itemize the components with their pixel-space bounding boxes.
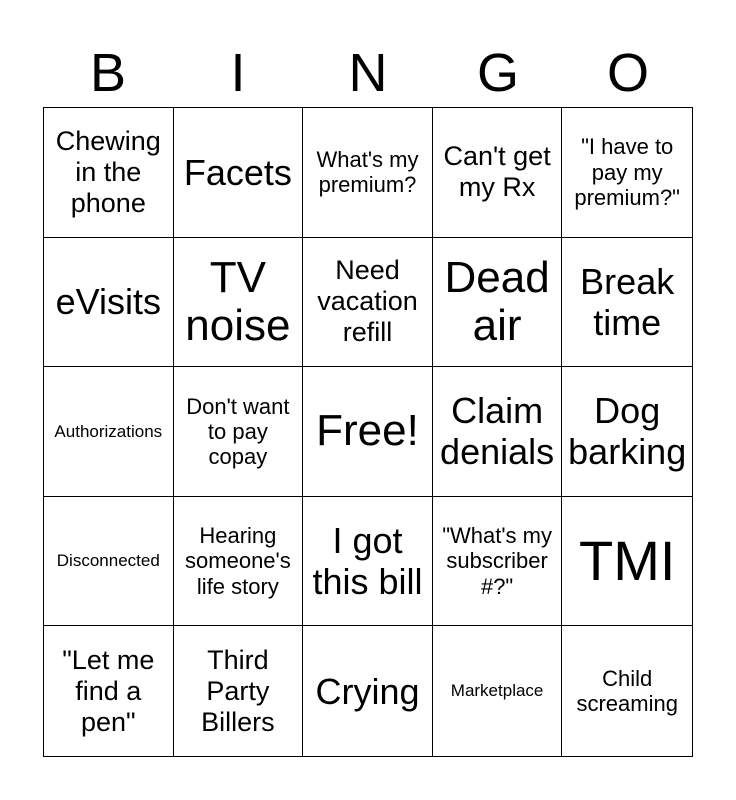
cell-label: Don't want to pay copay <box>186 393 290 470</box>
bingo-board <box>43 107 693 757</box>
cell-label: Break time <box>580 260 675 343</box>
cell-label: Dead air <box>444 252 550 350</box>
bingo-cell-r5-c2[interactable] <box>174 626 304 756</box>
cell-label: "Let me find a pen" <box>62 644 155 737</box>
bingo-cell-r4-c5[interactable] <box>562 497 692 627</box>
bingo-cell-r4-c2[interactable] <box>174 497 304 627</box>
header-letter-b: B <box>89 43 127 103</box>
cell-label: Claim denials <box>440 390 555 473</box>
header-letter-g: G <box>476 43 519 103</box>
bingo-cell-r5-c1[interactable] <box>44 626 174 756</box>
bingo-cell-r3-c2[interactable] <box>174 367 304 497</box>
bingo-cell-r4-c3[interactable] <box>303 497 433 627</box>
bingo-cell-r4-c1[interactable] <box>44 497 174 627</box>
header-letter-i: I <box>230 43 246 103</box>
bingo-cell-r2-c3[interactable] <box>303 238 433 368</box>
cell-label: What's my premium? <box>316 147 419 198</box>
bingo-cell-r5-c5[interactable] <box>562 626 692 756</box>
cell-label: Hearing someone's life story <box>185 523 291 599</box>
bingo-cell-r5-c4[interactable] <box>433 626 563 756</box>
cell-label: Child screaming <box>576 665 678 717</box>
cell-label: Disconnected <box>56 551 160 571</box>
bingo-cell-r3-c3-free[interactable] <box>303 367 433 497</box>
cell-label: Marketplace <box>450 681 544 701</box>
cell-label: TV noise <box>185 252 291 350</box>
cell-label: Third Party Billers <box>201 644 275 737</box>
header-letter-o: O <box>606 43 649 103</box>
cell-label: "I have to pay my premium?" <box>574 134 680 210</box>
bingo-cell-r2-c2[interactable] <box>174 238 304 368</box>
bingo-cell-r2-c5[interactable] <box>562 238 692 368</box>
bingo-cell-r1-c5[interactable] <box>562 108 692 238</box>
cell-label: Dog barking <box>568 390 687 473</box>
cell-label: TMI <box>578 528 676 592</box>
cell-label: Chewing in the phone <box>55 125 161 218</box>
bingo-cell-r2-c1[interactable] <box>44 238 174 368</box>
free-space-label: Free! <box>316 406 419 456</box>
cell-label: Can't get my Rx <box>443 141 551 203</box>
bingo-cell-r1-c2[interactable] <box>174 108 304 238</box>
bingo-cell-r5-c3[interactable] <box>303 626 433 756</box>
cell-label: Facets <box>183 151 292 193</box>
cell-label: Authorizations <box>54 421 163 441</box>
cell-label: Crying <box>315 670 420 712</box>
header-letter-n: N <box>348 43 388 103</box>
bingo-cell-r1-c1[interactable] <box>44 108 174 238</box>
bingo-cell-r3-c1[interactable] <box>44 367 174 497</box>
bingo-cell-r3-c4[interactable] <box>433 367 563 497</box>
cell-label: I got this bill <box>312 519 423 603</box>
bingo-cell-r1-c4[interactable] <box>433 108 563 238</box>
bingo-cell-r3-c5[interactable] <box>562 367 692 497</box>
bingo-cell-r4-c4[interactable] <box>433 497 563 627</box>
bingo-header <box>43 40 693 106</box>
bingo-cell-r2-c4[interactable] <box>433 238 563 368</box>
cell-label: Need vacation refill <box>317 255 418 348</box>
bingo-cell-r1-c3[interactable] <box>303 108 433 238</box>
cell-label: eVisits <box>55 281 161 323</box>
cell-label: "What's my subscriber #?" <box>442 523 552 599</box>
